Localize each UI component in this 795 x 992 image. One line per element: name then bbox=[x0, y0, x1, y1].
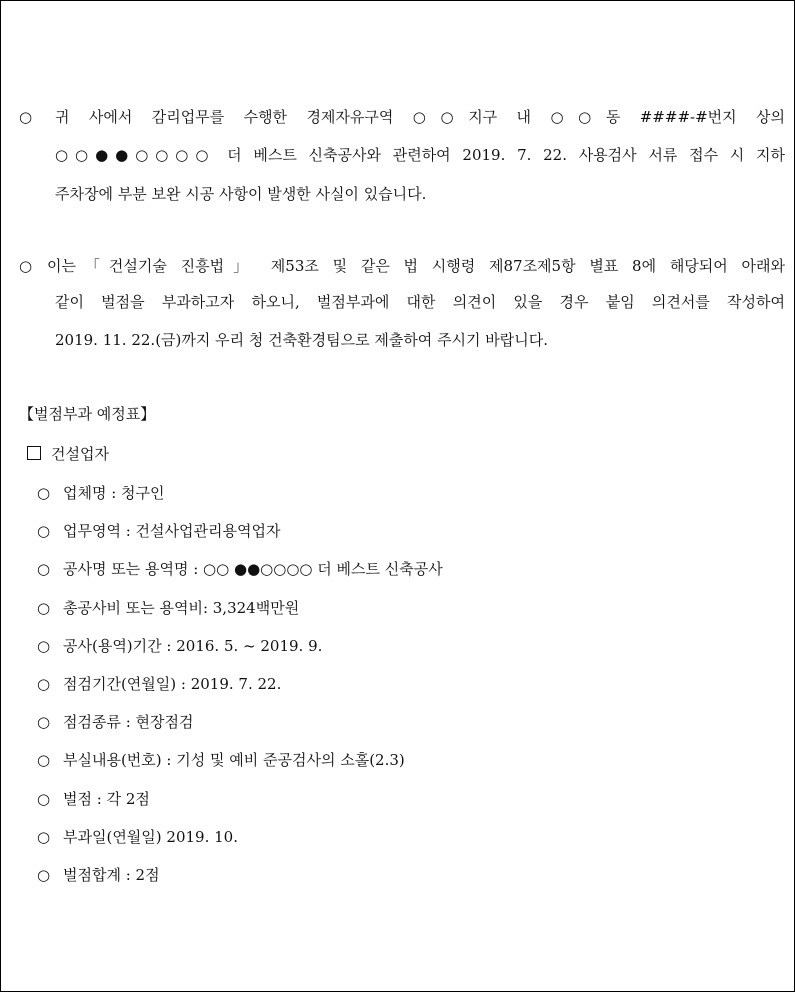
item-text: 총공사비 또는 용역비: 3,324백만원 bbox=[63, 599, 300, 617]
paragraph-bullet: ○ bbox=[19, 257, 33, 275]
schedule-item bbox=[37, 520, 280, 542]
item-text: 업체명 : 청구인 bbox=[63, 484, 165, 502]
schedule-item bbox=[37, 635, 322, 657]
item-bullet: ○ bbox=[37, 560, 51, 578]
schedule-item bbox=[37, 597, 299, 619]
schedule-item bbox=[37, 749, 405, 771]
category-label: 건설업자 bbox=[51, 445, 109, 463]
item-text: 공사(용역)기간 : 2016. 5. ~ 2019. 9. bbox=[63, 637, 323, 655]
paragraph-line: 이는「건설기술 진흥법」 제53조 및 같은 법 시행령 제87조제5항 별표 8에 해당되어 아래와 bbox=[47, 257, 785, 275]
schedule-item bbox=[37, 788, 150, 810]
paragraph-line: 같이 벌점을 부과하고자 하오니, 벌점부과에 대한 의견이 있을 경우 붙임 의견서를 작성하여 bbox=[55, 293, 785, 311]
item-bullet: ○ bbox=[37, 675, 51, 693]
schedule-item bbox=[37, 482, 165, 504]
item-text: 점검종류 : 현장점검 bbox=[63, 713, 194, 731]
checkbox-square-icon bbox=[27, 446, 41, 460]
item-bullet: ○ bbox=[37, 828, 51, 846]
item-bullet: ○ bbox=[37, 790, 51, 808]
item-bullet: ○ bbox=[37, 713, 51, 731]
item-bullet: ○ bbox=[37, 484, 51, 502]
schedule-item bbox=[37, 673, 281, 695]
item-bullet: ○ bbox=[37, 866, 51, 884]
item-text: 업무영역 : 건설사업관리용역업자 bbox=[63, 522, 281, 540]
item-text: 부실내용(번호) : 기성 및 예비 준공검사의 소홀(2.3) bbox=[63, 751, 405, 769]
schedule-item bbox=[37, 826, 238, 848]
item-text: 점검기간(연월일) : 2019. 7. 22. bbox=[63, 675, 282, 693]
paragraph-line: 2019. 11. 22.(금)까지 우리 청 건축환경팀으로 제출하여 주시기 바랍니다. bbox=[55, 331, 549, 349]
item-bullet: ○ bbox=[37, 637, 51, 655]
item-bullet: ○ bbox=[37, 751, 51, 769]
item-text: 벌점 : 각 2점 bbox=[63, 790, 150, 808]
paragraph-bullet: ○ bbox=[19, 108, 33, 126]
item-text: 공사명 또는 용역명 : ○○ ●●○○○○ 더 베스트 신축공사 bbox=[63, 560, 443, 578]
schedule-item bbox=[37, 558, 443, 580]
item-bullet: ○ bbox=[37, 599, 51, 617]
item-text: 부과일(연월일) 2019. 10. bbox=[63, 828, 238, 846]
paragraph-line: ○○●●○○○○ 더 베스트 신축공사와 관련하여 2019. 7. 22. 사용검사 서류 접수 시 지하 bbox=[55, 146, 785, 164]
item-bullet: ○ bbox=[37, 522, 51, 540]
category-row bbox=[27, 443, 109, 465]
item-text: 벌점합계 : 2점 bbox=[63, 866, 160, 884]
paragraph-line: 주차장에 부분 보완 시공 사항이 발생한 사실이 있습니다. bbox=[55, 185, 427, 203]
schedule-item bbox=[37, 864, 160, 886]
schedule-heading: 【벌점부과 예정표】 bbox=[19, 405, 156, 423]
schedule-item bbox=[37, 711, 194, 733]
paragraph-line: 귀 사에서 감리업무를 수행한 경제자유구역 ○○지구 내 ○○동 ####-#번지 상의 bbox=[55, 108, 785, 126]
